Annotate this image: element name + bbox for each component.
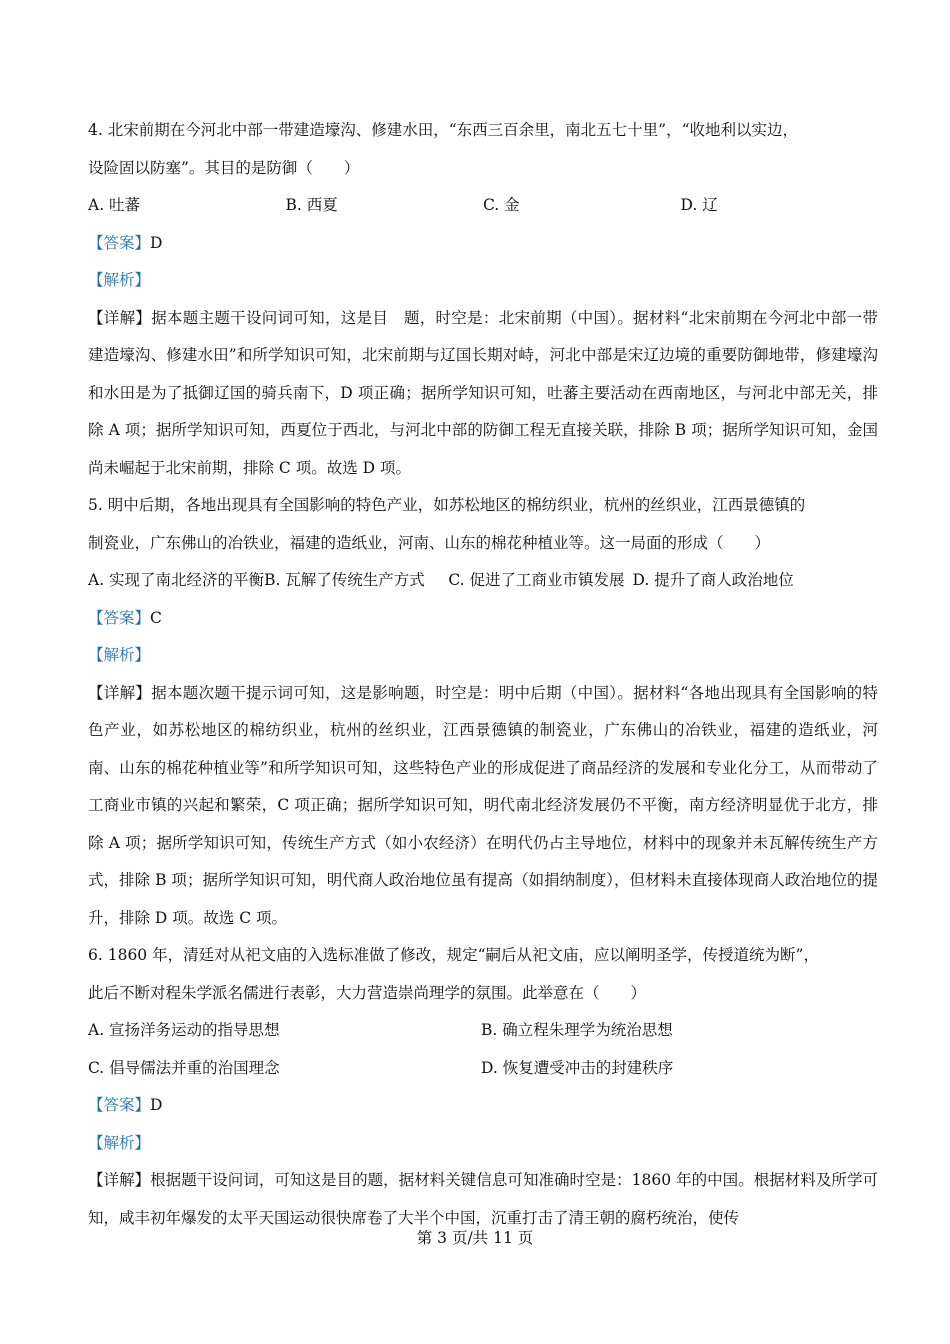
q6-stem-line1: 6. 1860 年，清廷对从祀文庙的入选标准做了修改，规定“嗣后从祀文庙，应以阐明圣学，传授道统为断”， [88, 946, 819, 964]
q4-option-c: C. 金 [483, 196, 520, 214]
detail-tag: 【详解】 [88, 683, 152, 702]
q6-option-c: C. 倡导儒法并重的治国理念 [88, 1058, 280, 1077]
q6-detail-text: 根据题干设问词，可知这是目的题，据材料关键信息可知准确时空是：1860 年的中国。根据材料及所学可知，咸丰初年爆发的太平天国运动很快席卷了大半个中国，沉重打击了清王朝的腐朽统治，使传 [88, 1171, 878, 1227]
answer-tag: 【答案】 [88, 1096, 151, 1114]
q4-options [88, 187, 878, 225]
answer-tag: 【答案】 [88, 608, 151, 627]
q6-options-row1 [88, 1012, 878, 1050]
detail-tag: 【详解】 [88, 1171, 151, 1189]
q6-option-b: B. 确立程朱理学为统治思想 [481, 1021, 673, 1039]
q5-options [88, 562, 878, 600]
page-footer: 第 3 页/共 11 页 [416, 1229, 534, 1247]
q5-option-a: A. 实现了南北经济的平衡 [88, 571, 265, 589]
q6-analysis [88, 1125, 878, 1163]
q5-stem-line2: 制瓷业，广东佛山的冶铁业，福建的造纸业，河南、山东的棉花种植业等。这一局面的形成（ ） [88, 533, 771, 552]
q6-option-d: D. 恢复遭受冲击的封建秩序 [481, 1058, 674, 1077]
q4-answer [88, 225, 878, 263]
q6-options-row2 [88, 1050, 878, 1088]
q5-analysis [88, 637, 878, 675]
q4-detail [88, 300, 878, 488]
document-page [88, 112, 878, 1237]
q5-option-b: B. 瓦解了传统生产方式 [264, 571, 441, 589]
analysis-tag: 【解析】 [88, 646, 151, 664]
answer-tag: 【答案】 [88, 233, 151, 252]
q4-analysis [88, 262, 878, 300]
q4-option-a: A. 吐蕃 [88, 196, 141, 214]
q4-option-b: B. 西夏 [285, 196, 338, 214]
q5-detail-text: 据本题次题干提示词可知，这是影响题，时空是：明中后期（中国）。据材料“各地出现具有全国影响的特色产业，如苏松地区的棉纺织业，杭州的丝织业，江西景德镇的制瓷业，广东佛山的冶铁业，福建的造纸业，河南、山东的棉花种植业等”和所学知识可知，这些特色产业的形成促进了商品经济的发展和专业化分工，从而带动了工商业市镇的兴起和繁荣，C 项正确；据所学知识可知，明代南北经济发展仍不平衡，南方经济明显优于北方，排除 A 项；据所学知识可知，传统生产方式（如小农经济）在明代仍占主导地位，材料中的现象并未瓦解传统生产方式，排除 B 项；据所学知识可知，明代商人政治地位虽有提高（如捐纳制度），但材料未直接体现商人政治地位的提升，排除 D 项。故选 C 项。 [88, 683, 878, 927]
q4-option-d: D. 辽 [680, 196, 718, 214]
q4-stem-line2: 设险固以防塞”。其目的是防御（ ） [88, 158, 360, 177]
q4-detail-text: 据本题主题干设问词可知，这是目 题，时空是：北宋前期（中国）。据材料“北宋前期在今河北中部一带建造壕沟、修建水田”和所学知识可知，北宋前期与辽国长期对峙，河北中部是宋辽边境的重要防御地带，修建壕沟和水田是为了抵御辽国的骑兵南下，D 项正确；据所学知识可知，吐蕃主要活动在西南地区，与河北中部无关，排除 A 项；据所学知识可知，西夏位于西北，与河北中部的防御工程无直接关联，排除 B 项；据所学知识可知，金国尚未崛起于北宋前期，排除 C 项。故选 D 项。 [88, 308, 878, 477]
q5-stem-line1: 5. 明中后期，各地出现具有全国影响的特色产业，如苏松地区的棉纺织业，杭州的丝织业，江西景德镇的 [88, 496, 806, 514]
q6-stem-line2: 此后不断对程朱学派名儒进行表彰，大力营造崇尚理学的氛围。此举意在（ ） [88, 983, 647, 1002]
analysis-tag: 【解析】 [88, 271, 151, 289]
q5-detail [88, 675, 878, 938]
q5-option-c: C. 促进了工商业市镇发展 [448, 571, 625, 589]
q5-option-d: D. 提升了商人政治地位 [632, 571, 794, 589]
q6-option-a: A. 宣扬洋务运动的指导思想 [88, 1021, 280, 1039]
detail-tag: 【详解】 [88, 308, 152, 327]
q4-answer-value: D [150, 233, 163, 252]
q5-answer-value: C [150, 608, 162, 627]
analysis-tag: 【解析】 [88, 1133, 151, 1152]
q4-stem-line1: 4. 北宋前期在今河北中部一带建造壕沟、修建水田，“东西三百余里，南北五七十里”，“收地利以实边， [88, 121, 798, 139]
q6-answer-value: D [150, 1096, 163, 1114]
q6-answer [88, 1087, 878, 1125]
q5-answer [88, 600, 878, 638]
